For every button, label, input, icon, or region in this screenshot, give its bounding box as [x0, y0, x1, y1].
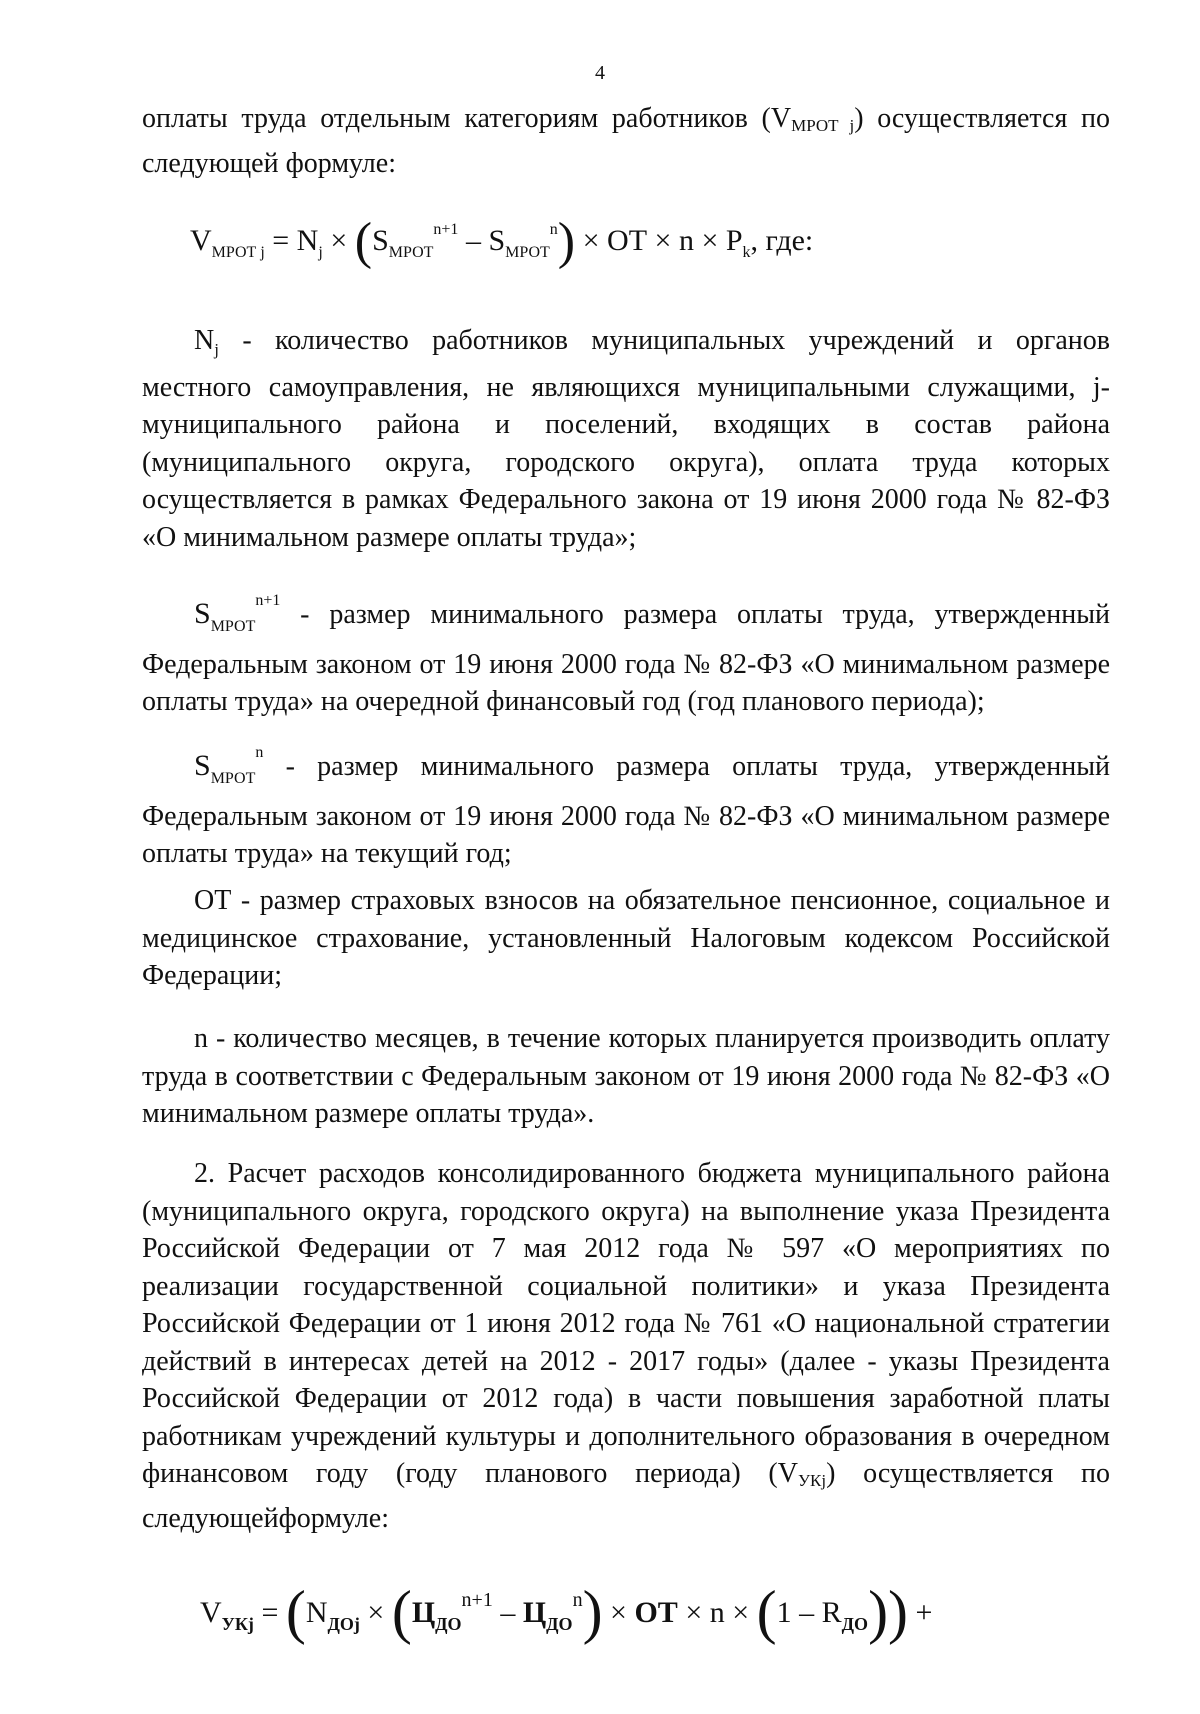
close-paren: ): [557, 213, 576, 270]
open-paren-inner: (: [391, 1579, 412, 1645]
formula1-s1: S: [372, 224, 389, 257]
formula2-n-sub: ДОj: [327, 1614, 360, 1634]
formula-vmrot: [190, 210, 813, 273]
s-next-sup: n+1: [255, 592, 281, 609]
close-paren-r: ): [868, 1579, 889, 1645]
intro-text-end: ) осуществляется по следующей формуле:: [142, 103, 1110, 179]
formula2-c2-sub: ДО: [546, 1614, 573, 1634]
formula2-tail: × n ×: [677, 1596, 757, 1629]
formula1-lhs: V: [190, 224, 212, 257]
formula1-eq: = N: [264, 224, 319, 257]
s-cur-sup: n: [255, 744, 264, 761]
formula2-n: N: [305, 1596, 328, 1629]
intro-text-start: оплаты труда отдельным категориям работников (V: [142, 103, 792, 134]
section2-text-a: 2. Расчет расходов консолидированного бюджета муниципального района (муниципального округа, городского округа) на выполнение указа Президента Российской Федерации от 7 мая 2012 года № 597 «О мероприятиях по реализации государственной социальной политики» и указа Президента Российской Федерации от 1 июня 2012 года № 761 «О национальной стратегии действий в интересах детей на 2012 - 2017 годы» (далее - указы Президента Российской Федерации от 2012 года) в части повышения заработной платы работникам учреждений культуры и дополнительного образования в очередном финансовом году (году планового периода) (V: [142, 1158, 1110, 1489]
paragraph-section-2: [142, 1155, 1110, 1537]
close-paren-outer: ): [888, 1579, 909, 1645]
formula2-c2: Ц: [522, 1596, 547, 1629]
formula1-s1-sup: n+1: [433, 221, 459, 238]
formula2-plus: +: [908, 1596, 933, 1629]
s-cur-letter: S: [194, 749, 211, 782]
formula1-n-sub: j: [318, 244, 323, 261]
formula2-eq: =: [253, 1596, 286, 1629]
intro-subscript: МРОТ j: [791, 116, 855, 135]
formula-vuk: [200, 1580, 932, 1644]
formula2-times1: ×: [359, 1596, 392, 1629]
paragraph-nj: [142, 322, 1110, 556]
s-cur-symbol: [194, 744, 264, 787]
formula1-p-sub: k: [742, 244, 751, 261]
formula1-s2-sub: МРОТ: [505, 244, 550, 261]
s-next-symbol: [194, 592, 281, 635]
s-next-sub: МРОТ: [210, 618, 256, 635]
formula1-s2-sup: n: [549, 221, 558, 238]
paragraph-n: n - количество месяцев, в течение которых планируется производить оплату труда в соответствии с Федеральным законом от 19 июня 2000 года № 82-ФЗ «О минимальном размере оплаты труда».: [142, 1023, 1110, 1129]
formula1-tail: × ОТ × n × P: [575, 224, 743, 257]
formula2-c2-sup: n: [572, 1589, 583, 1611]
formula2-c1-sub: ДО: [435, 1614, 462, 1634]
formula2-c1-sup: n+1: [461, 1589, 493, 1611]
close-paren-inner: ): [582, 1579, 603, 1645]
formula2-ot: ОТ: [634, 1596, 678, 1629]
formula2-r-sub: ДО: [841, 1614, 869, 1634]
formula2-c1: Ц: [411, 1596, 436, 1629]
paragraph-s-next: [142, 582, 1110, 721]
formula2-lhs: V: [200, 1596, 222, 1629]
open-paren-outer: (: [285, 1579, 306, 1645]
nj-symbol: N: [194, 325, 215, 356]
paragraph-s-current: [142, 734, 1110, 873]
section2-sub: УКj: [797, 1471, 827, 1490]
intro-paragraph: [142, 100, 1110, 182]
nj-text: - количество работников муниципальных учреждений и органов местного самоуправления, не являющихся муниципальными служащими, j-муниципального района и поселений, входящих в состав района (муниципального округа, городского округа), оплата труда которых осуществляется в рамках Федерального закона от 19 июня 2000 года № 82-ФЗ «О минимальном размере оплаты труда»;: [142, 325, 1110, 553]
formula1-minus: – S: [458, 224, 506, 257]
nj-sub: j: [214, 340, 219, 359]
formula2-lhs-sub: УКj: [221, 1614, 254, 1634]
formula1-times: ×: [322, 224, 355, 257]
paragraph-ot: ОТ - размер страховых взносов на обязательное пенсионное, социальное и медицинское страхование, установленный Налоговым кодексом Российской Федерации;: [142, 885, 1110, 991]
section2-text-b: ) осуществляется по следующейформуле:: [142, 1458, 1110, 1534]
open-paren: (: [354, 213, 373, 270]
s-cur-text: - размер минимального размера оплаты труда, утвержденный Федеральным законом от 19 июня 2000 года № 82-ФЗ «О минимальном размере оплаты труда» на текущий год;: [142, 751, 1110, 869]
s-next-letter: S: [194, 597, 211, 630]
page-number: 4: [595, 62, 605, 84]
s-next-text: - размер минимального размера оплаты труда, утвержденный Федеральным законом от 19 июня 2000 года № 82-ФЗ «О минимальном размере оплаты труда» на очередной финансовый год (год планового периода);: [142, 599, 1110, 717]
open-paren-r: (: [756, 1579, 777, 1645]
formula1-where: , где:: [750, 224, 814, 257]
s-cur-sub: МРОТ: [210, 770, 256, 787]
formula1-s1-sub: МРОТ: [388, 244, 434, 261]
formula2-minus: –: [492, 1596, 523, 1629]
formula2-times2: ×: [602, 1596, 635, 1629]
formula1-lhs-sub: МРОТ j: [211, 244, 265, 261]
formula2-one-minus: 1 – R: [776, 1596, 842, 1629]
